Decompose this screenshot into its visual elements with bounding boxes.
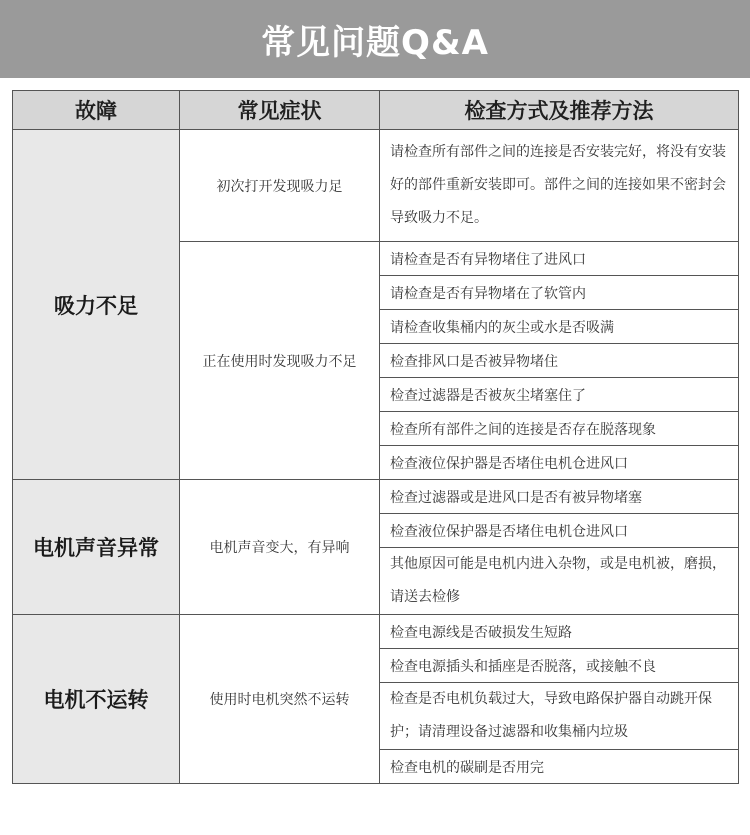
fault-cell: 电机声音异常: [13, 480, 180, 615]
fault-cell: 电机不运转: [13, 615, 180, 784]
table-row: [13, 615, 739, 649]
header-method: 检查方式及推荐方法: [380, 91, 739, 130]
symptom-cell: 电机声音变大，有异响: [180, 480, 380, 615]
method-cell: 检查所有部件之间的连接是否存在脱落现象: [380, 412, 739, 446]
method-cell: 检查过滤器或是进风口是否有被异物堵塞: [380, 480, 739, 514]
method-cell: 检查电机的碳刷是否用完: [380, 750, 739, 784]
method-cell: 检查是否电机负载过大，导致电路保护器自动跳开保护；请清理设备过滤器和收集桶内垃圾: [380, 683, 739, 750]
header-symptom: 常见症状: [180, 91, 380, 130]
method-cell: 其他原因可能是电机内进入杂物，或是电机被，磨损，请送去检修: [380, 548, 739, 615]
method-cell: 检查液位保护器是否堵住电机仓进风口: [380, 514, 739, 548]
method-cell: 请检查是否有异物堵在了软管内: [380, 276, 739, 310]
fault-cell: 吸力不足: [13, 130, 180, 480]
symptom-cell: 正在使用时发现吸力不足: [180, 242, 380, 480]
method-cell: 请检查所有部件之间的连接是否安装完好，将没有安装好的部件重新安装即可。部件之间的连接如果不密封会导致吸力不足。: [380, 130, 739, 242]
header-row: [13, 91, 739, 130]
method-cell: 检查电源线是否破损发生短路: [380, 615, 739, 649]
method-cell: 请检查是否有异物堵住了进风口: [380, 242, 739, 276]
table-row: [13, 130, 739, 242]
header-fault: 故障: [13, 91, 180, 130]
page-title: 常见问题Q&A: [0, 0, 750, 78]
method-cell: 检查液位保护器是否堵住电机仓进风口: [380, 446, 739, 480]
method-cell: 检查电源插头和插座是否脱落，或接触不良: [380, 649, 739, 683]
table-row: [13, 480, 739, 514]
method-cell: 检查排风口是否被异物堵住: [380, 344, 739, 378]
method-cell: 请检查收集桶内的灰尘或水是否吸满: [380, 310, 739, 344]
symptom-cell: 使用时电机突然不运转: [180, 615, 380, 784]
symptom-cell: 初次打开发现吸力足: [180, 130, 380, 242]
method-cell: 检查过滤器是否被灰尘堵塞住了: [380, 378, 739, 412]
faq-table: [12, 90, 739, 784]
